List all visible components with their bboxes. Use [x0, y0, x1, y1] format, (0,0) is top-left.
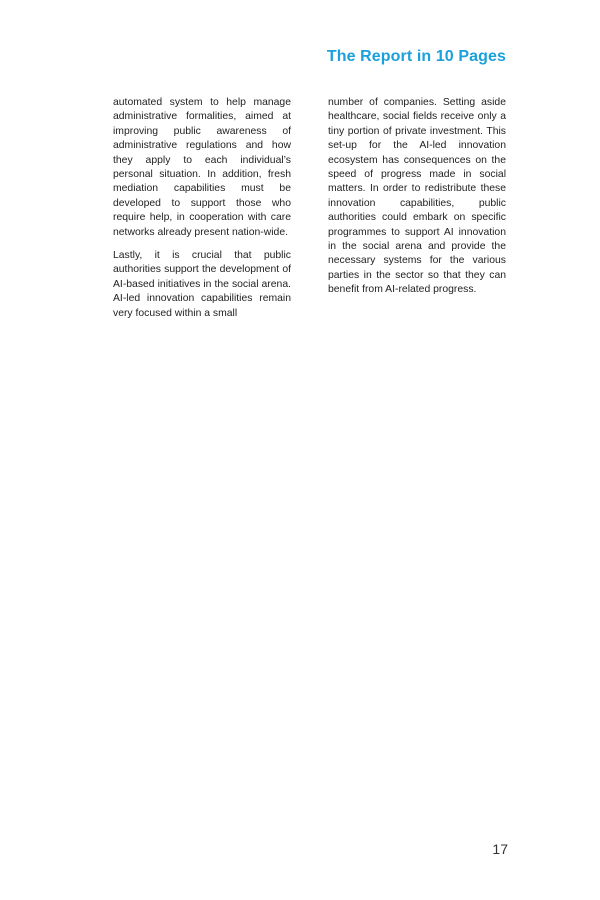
running-header-title: The Report in 10 Pages	[326, 48, 506, 65]
body-paragraph: number of companies. Setting aside healthcare, social fields receive only a tiny portion of private investment. This set-up for the AI-led innovation ecosystem has consequences on the speed of progress made in social matters. In order to redistribute these innovation capabilities, public authorities could embark on specific programmes to support AI innovation in the social arena and provide the necessary systems for the various parties in the sector so that they can benefit from AI-related progress.	[328, 97, 506, 296]
right-text-column	[328, 96, 506, 307]
left-text-column	[113, 96, 291, 330]
body-paragraph: Lastly, it is crucial that public authorities support the development of AI-based initiatives in the social arena. AI-led innovation capabilities remain very focused within a small	[113, 250, 291, 319]
body-paragraph: automated system to help manage administrative formalities, aimed at improving public awareness of administrative regulations and how they apply to each individual’s personal situation. In addition, fresh mediation capabilities must be developed to support those who require help, in cooperation with care networks already present nation-wide.	[113, 97, 291, 238]
page-number: 17	[492, 841, 508, 857]
